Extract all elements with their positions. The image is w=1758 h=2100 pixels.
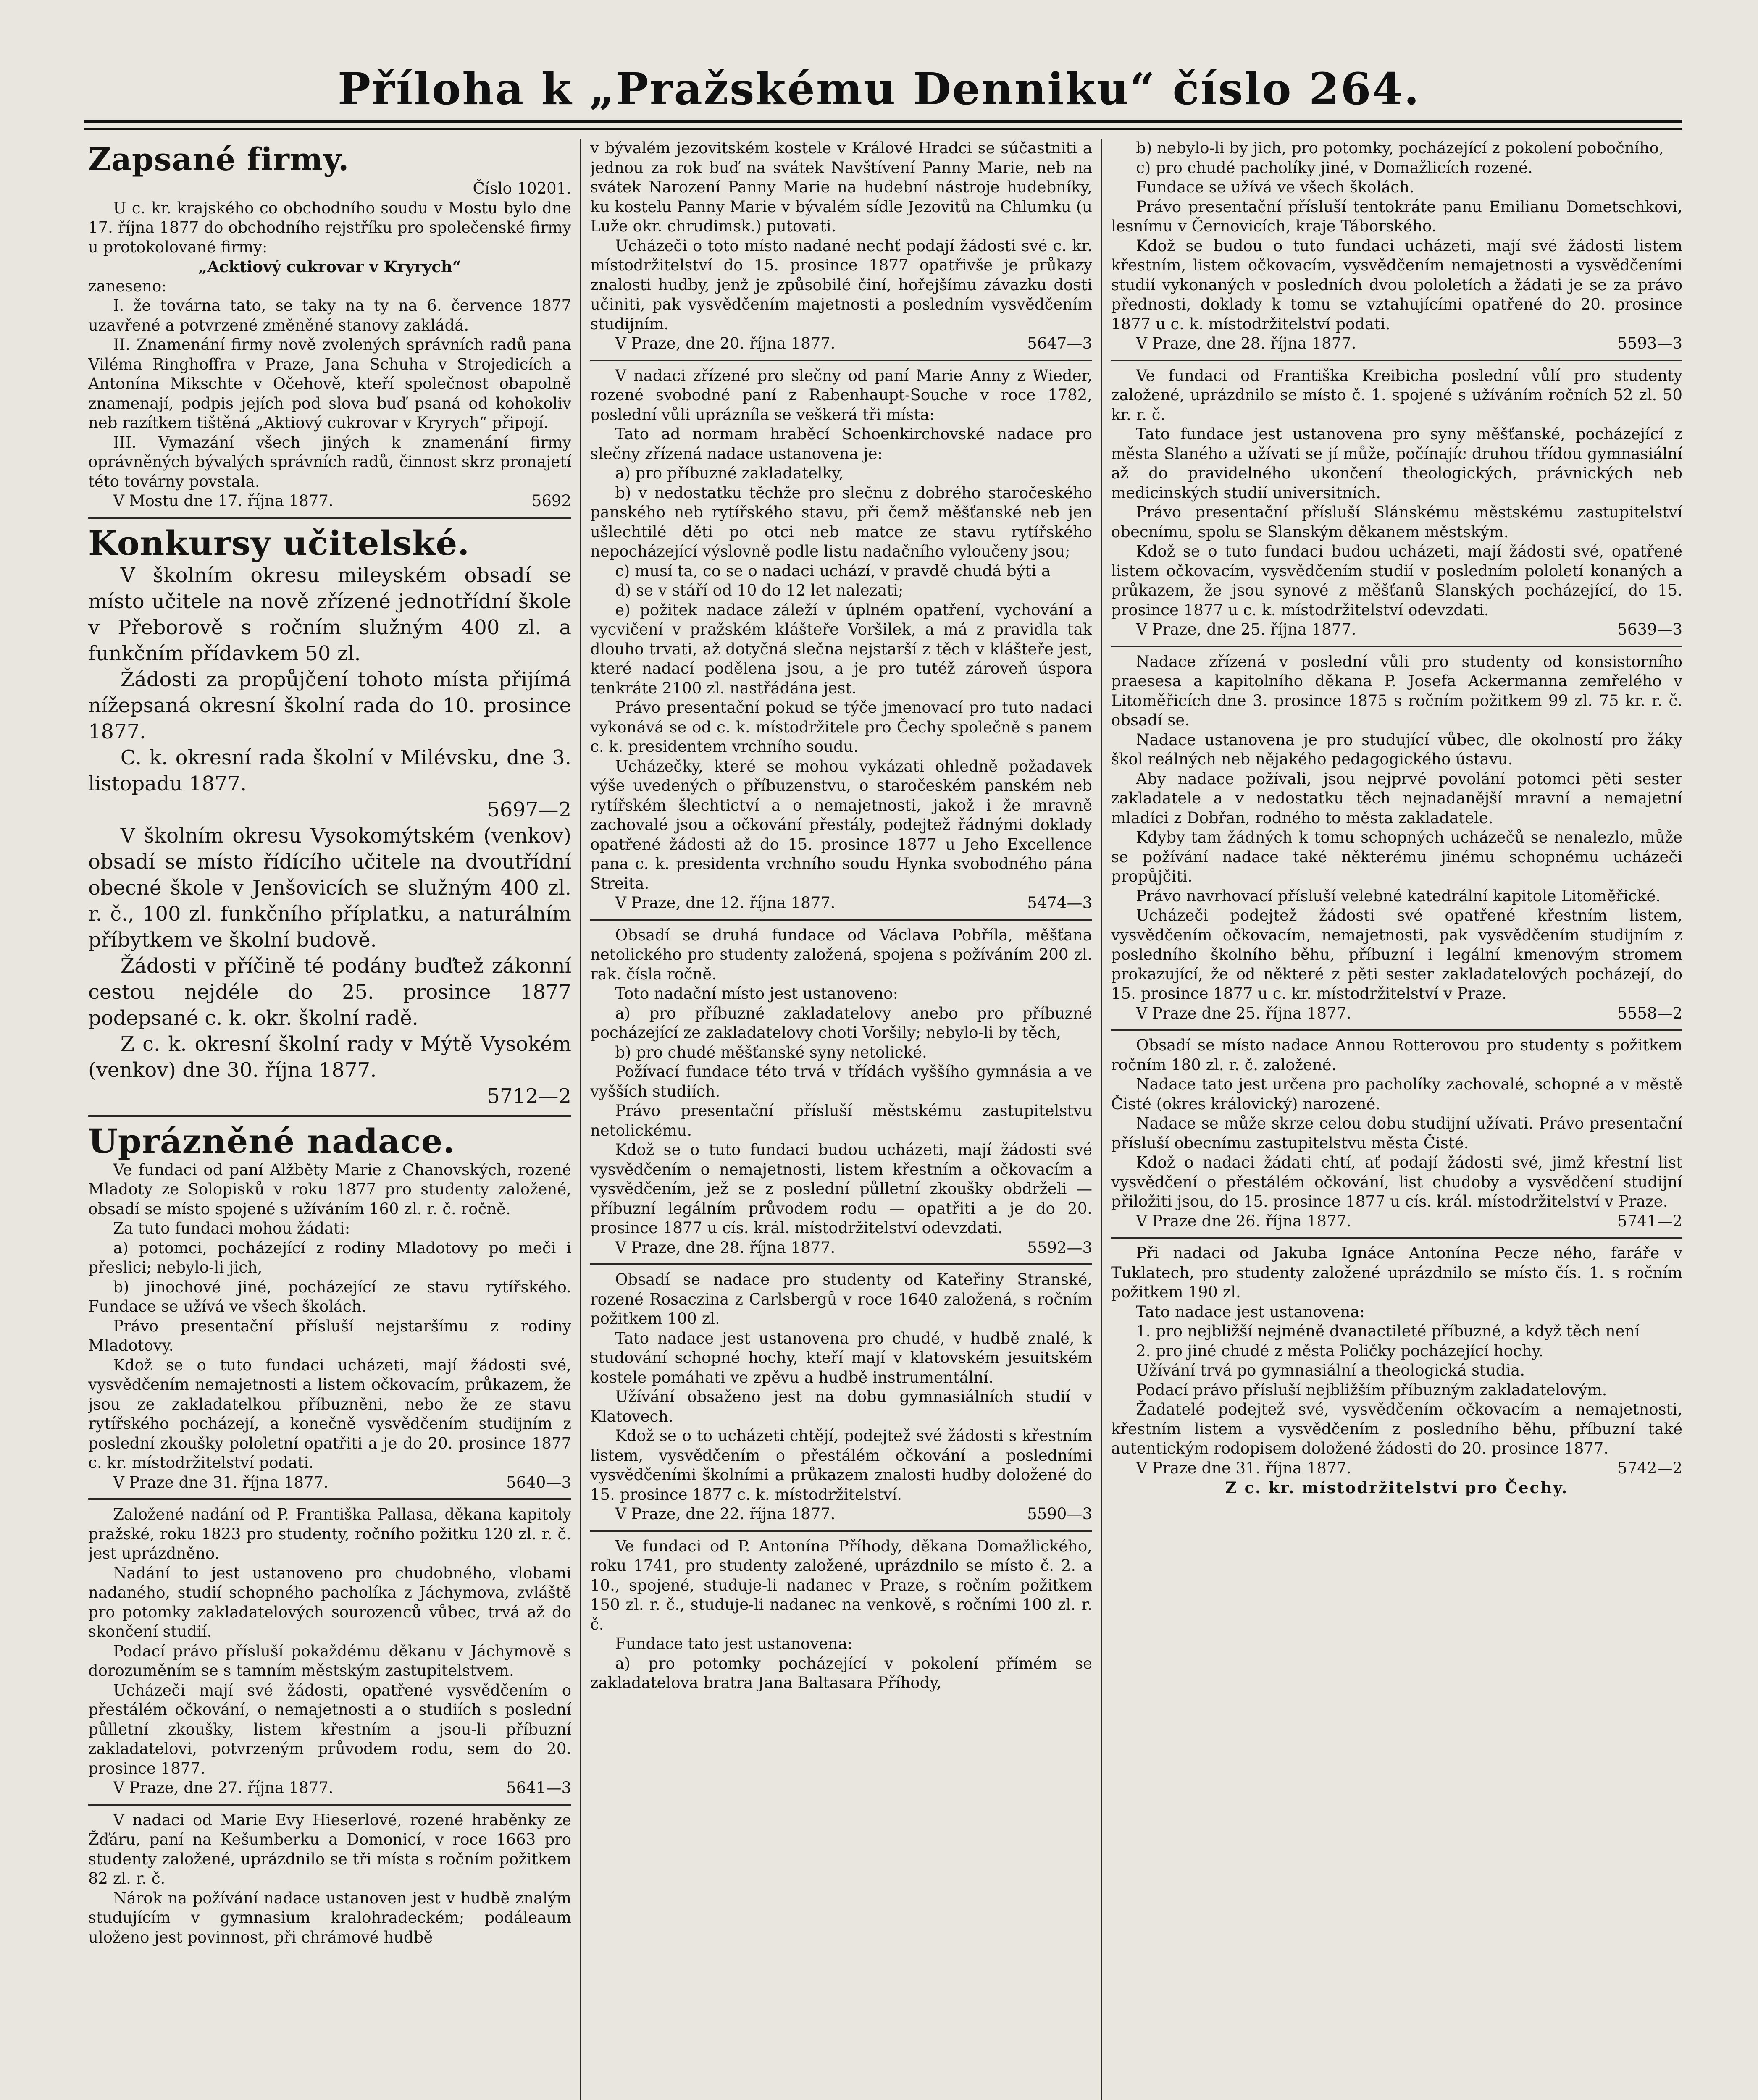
section-heading-registered-firms: Zapsané firmy. (88, 142, 349, 178)
notice-number: 5474—3 (1027, 894, 1092, 912)
paragraph: Žádosti v příčině té podány buďtež zákonní cestou nejdéle do 25. prosince 1877 podepsané c. k. okr. školní radě. (88, 954, 571, 1030)
paragraph: Ucházeči podejtež žádosti své opatřené křestním listem, vysvědčením očkovacím, nemajetnosti, pak vysvědčením studijním z posledního školního běhu, příbuzní i legální kmenovým stromem prokazující, že od některé z pěti sester zakladatelových pocházejí, do 15. prosince 1877 u c. kr. místodržitelství v Praze. (1111, 906, 1682, 1003)
notice-number: 5558—2 (1617, 1004, 1682, 1022)
paragraph: Toto nadační místo jest ustanoveno: (615, 984, 898, 1003)
section-separator (88, 1115, 571, 1117)
closing-authority: Z c. kr. místodržitelství pro Čechy. (1225, 1478, 1569, 1497)
paragraph: Obsadí se nadace pro studenty od Kateřiny Stranské, rozené Rosaczina z Carlsbergů v roce 1640 založená, s ročním požitkem 100 zl. (590, 1270, 1092, 1328)
paragraph: Ucházeči mají své žádosti, opatřené vysvědčením o přestálém očkování, o nemajetnosti a o studiích s poslední půlletní zkoušky, listem křestním a jsou-li příbuzní zakladatelovi, potvrzeným průvodem rodu, sem do 20. prosince 1877. (88, 1681, 571, 1777)
paragraph: Ve fundaci od paní Alžběty Marie z Chanovských, rozené Mladoty ze Solopisků v roku 1877 pro studenty založené, obsadí se místo spojené s užíváním 160 zl. r. č. ročně. (88, 1160, 571, 1218)
notice-separator (1111, 1237, 1682, 1239)
signature-line (1111, 1004, 1682, 1024)
paragraph: d) se v stáří od 10 do 12 let nalezati; (615, 581, 904, 599)
paragraph: Žadatelé podejtež své, vysvědčením očkovacím a nemajetnosti, křestním listem a vysvědčením z posledního běhu, příbuzní také autentickým rodopisem doložené žádosti do 20. prosince 1877. (1111, 1400, 1682, 1457)
paragraph: Právo presentační pokud se týče jmenovací pro tuto nadaci vykonává se od c. k. místodržitele pro Čechy společně s panem c. k. presidentem vrchního soudu. (590, 698, 1092, 756)
masthead-title: Příloha k „Pražskému Denniku“ číslo 264. (337, 63, 1421, 115)
notice-separator (590, 1263, 1092, 1265)
paragraph: V nadaci zřízené pro slečny od paní Marie Anny z Wieder, rozené svobodné paní z Rabenhaupt-Souche v roce 1782, poslední vůli uprázníla se veškerá tři místa: (590, 366, 1092, 424)
paragraph: Tato fundace jest ustanovena pro syny měšťanské, pocházející z města Slaného a užívati se jí může, počínajíc druhou třídou gymnasiální až do pravidelného ukončení theologických, právnických neb medicinských studií universitních. (1111, 425, 1682, 502)
masthead-rule-thick (84, 120, 1682, 123)
notice-number: 5742—2 (1617, 1459, 1682, 1477)
paragraph: Tato nadace jest ustanovena: (1136, 1302, 1365, 1321)
signature-line (590, 893, 1092, 913)
notice-separator (88, 1804, 571, 1806)
signature-place-date: V Praze, dne 28. října 1877. (615, 1238, 836, 1257)
notice-number: 5593—3 (1617, 334, 1682, 352)
signature-place-date: V Praze, dne 27. října 1877. (113, 1779, 334, 1797)
paragraph: Nadace tato jest určena pro pacholíky zachovalé, schopné a v městě Čisté (okres královický) narozené. (1111, 1075, 1682, 1113)
paragraph: Nadání to jest ustanoveno pro chudobného, vlobami nadaného, studií schopného pacholíka z Jáchymova, zvláště pro potomky zakladatelových sourozenců vůbec, trvá až do skončení studií. (88, 1564, 571, 1641)
notice-number: 5712—2 (487, 1084, 571, 1108)
paragraph: Založené nadání od P. Františka Pallasa, děkana kapitoly pražské, roku 1823 pro studenty, ročního požitku 120 zl. r. č. jest uprázdněno. (88, 1505, 571, 1562)
signature-line (88, 491, 571, 511)
paragraph: Podací právo přísluší pokaždému děkanu v Jáchymově s dorozuměním se s tamním městským zastupitelstvem. (88, 1642, 571, 1680)
paragraph: C. k. okresní rada školní v Milévsku, dne 3. listopadu 1877. (88, 746, 571, 795)
paragraph: Kdyby tam žádných k tomu schopných ucházečů se nenalezlo, může se požívání nadace také některému jinému schopnému ucházeči propůjčiti. (1111, 828, 1682, 885)
paragraph: V školním okresu Vysokomýtském (venkov) obsadí se místo řídícího učitele na dvoutřídní obecné škole v Jenšovicích se služným 400 zl. r. č., 100 zl. funkčního příplatku, a naturálním příbytkem ve školní budově. (88, 824, 571, 952)
masthead-rule-thin (84, 128, 1682, 130)
paragraph: Ucházečky, které se mohou vykázati ohledně požadavek výše uvedených o příbuzenstvu, o staročeském panském neb rytířském šlechtictví a o nemajetnosti, jakož i že mravně zachovalé jsou a očkování přestály, podejtež řádnými doklady opatřené žádosti až do 15. prosince 1877 u Jeho Excellence pana c. k. presidenta vrchního soudu Hynka svobodného pána Streita. (590, 757, 1092, 892)
paragraph: Nárok na požívání nadace ustanoven jest v hudbě znalým studujícím v gymnasium kralohradeckém; podáleaum uloženo jest povinnost, při chrámové hudbě (88, 1889, 571, 1946)
paragraph: zaneseno: (88, 277, 167, 295)
notice-separator (590, 919, 1092, 921)
registry-number: Číslo 10201. (473, 179, 571, 197)
signature-place-date: V Praze, dne 12. října 1877. (615, 894, 836, 912)
paragraph: Kdož o nadaci žádati chtí, ať podají žádosti své, jimž křestní list vysvědčení o přestálém očkování, list chudoby a vysvědčení studijní přiložiti jsou, do 15. prosince 1877 u cís. král. místodržitelství v Praze. (1111, 1153, 1682, 1210)
signature-place-date: V Praze, dne 25. října 1877. (1136, 620, 1356, 638)
paragraph: Obsadí se místo nadace Annou Rotterovou pro studenty s požitkem ročním 180 zl. r. č. založené. (1111, 1036, 1682, 1074)
paragraph: b) pro chudé měšťanské syny netolické. (615, 1043, 927, 1061)
paragraph: II. Znamenání firmy nově zvolených správních radů pana Viléma Ringhoffra v Praze, Jana Schuha v Strojedicích a Antonína Mikschte v Očehově, kteří společnost obapolně znamenají, podpis jejích pod slova buď psaná od kohokoliv neb razítkem tištěná „Aktiový cukrovar v Kryrych“ připojí. (88, 336, 571, 432)
paragraph: Kdož se budou o tuto fundaci ucházeti, mají své žádosti listem křestním, listem očkovacím, vysvědčením nemajetnosti a vysvědčeními studií vykonaných v posledních dvou pololetích a žádati je se za právo přednosti, doklady k tomu se vztahujícími opatřené do 20. prosince 1877 u c. k. místodržitelství podati. (1111, 236, 1682, 333)
signature-place-date: V Praze dne 26. října 1877. (1136, 1212, 1351, 1230)
paragraph: v bývalém jezovitském kostele v Králové Hradci se súčastniti a jednou za rok buď na svátek Navštívení Panny Marie, neb na svátek Narození Panny Marie na hudební nástroje hudebníky, ku kostelu Panny Marie v bývalém sídle Jezovitů na Chlumku (u Luže okr. chrudimsk.) putovati. (590, 139, 1092, 235)
paragraph: c) musí ta, co se o nadaci uchází, v pravdě chudá býti a (615, 562, 1051, 580)
signature-line (590, 1504, 1092, 1524)
signature-line (88, 1778, 571, 1798)
paragraph: Podací právo přísluší nejbližším příbuzným zakladatelovým. (1136, 1381, 1607, 1399)
paragraph: b) v nedostatku těchže pro slečnu z dobrého staročeského panského neb rytířského stavu, při čemž měšťanské neb jen ušlechtilé děti po otci neb matce ze stavu rytířského nepocházející výslovně podle listu nadačního vyloučeny jsou; (590, 483, 1092, 560)
paragraph: Tato ad normam hraběcí Schoenkirchovské nadace pro slečny zřízená nadace ustanovena je: (590, 425, 1092, 463)
paragraph: V nadaci od Marie Evy Hieserlové, rozené hraběnky ze Žďáru, paní na Kešumberku a Domonicí, v roce 1663 pro studenty založené, uprázdnilo se tři místa s ročním požitkem 82 zl. r. č. (88, 1811, 571, 1887)
notice-number: 5639—3 (1617, 620, 1682, 638)
paragraph: I. že továrna tato, se taky na ty na 6. července 1877 uzavřené a potvrzené změněné stanovy zakládá. (88, 297, 571, 334)
paragraph: b) nebylo-li by jich, pro potomky, pocházející z pokolení pobočního, (1136, 139, 1664, 157)
section-separator (88, 517, 571, 519)
signature-line (1111, 620, 1682, 640)
paragraph: Nadace se může skrze celou dobu studijní užívati. Právo presentační přísluší obecnímu zastupitelstvu města Čisté. (1111, 1114, 1682, 1152)
notice-separator (88, 1498, 571, 1500)
paragraph: a) potomci, pocházející z rodiny Mladotovy po meči i přeslici; nebylo-li jich, (88, 1239, 571, 1276)
paragraph: Žádosti za propůjčení tohoto místa přijímá nížepsaná okresní školní rada do 10. prosince 1877. (88, 667, 571, 743)
signature-place-date: V Praze dne 31. října 1877. (1136, 1459, 1351, 1477)
column-1 (88, 139, 571, 2100)
paragraph: 2. pro jiné chudé z města Poličky pocházející hochy. (1136, 1341, 1544, 1360)
signature-place-date: V Praze, dne 20. října 1877. (615, 334, 836, 352)
paragraph: Ucházeči o toto místo nadané nechť podají žádosti své c. kr. místodržitelství do 15. prosince 1877 opatřivše je průkazy znalosti hudby, jenž je způsobilé činí, hořejšímu závazku dosti učiniti, pak vysvědčením majetnosti a posledním vysvědčením studijním. (590, 236, 1092, 333)
signature-line (590, 1238, 1092, 1258)
paragraph: Z c. k. okresní školní rady v Mýtě Vysokém (venkov) dne 30. října 1877. (88, 1032, 571, 1082)
paragraph: Nadace ustanovena je pro studující vůbec, dle okolností pro žáky škol reálných neb nějakého pedagogického ústavu. (1111, 730, 1682, 768)
signature-place-date: V Praze, dne 28. října 1877. (1136, 334, 1356, 352)
column-2 (590, 139, 1092, 2100)
notice-number: 5697—2 (487, 798, 571, 822)
paragraph: c) pro chudé pacholíky jiné, v Domažlicích rozené. (1136, 158, 1533, 177)
paragraph: Právo presentační přísluší Slánskému městskému zastupitelství obecnímu, spolu se Slanským děkanem městským. (1111, 503, 1682, 541)
section-heading-vacant-foundations: Uprázněné nadace. (88, 1121, 455, 1161)
notice-separator (1111, 646, 1682, 647)
paragraph: b) jinochové jiné, pocházející ze stavu rytířského. Fundace se užívá ve všech školách. (88, 1278, 571, 1315)
paragraph: U c. kr. krajského co obchodního soudu v Mostu bylo dne 17. října 1877 do obchodního rejstříku pro společenské firmy u protokolované firmy: (88, 199, 571, 256)
paragraph: Právo presentační přísluší nejstaršímu z rodiny Mladotovy. (88, 1317, 571, 1354)
notice-number: 5641—3 (506, 1779, 571, 1797)
signature-line (1111, 1212, 1682, 1231)
paragraph: Požívací fundace této trvá v třídách vyššího gymnásia a ve vyšších studiích. (590, 1063, 1092, 1100)
firm-name: „Acktiový cukrovar v Kryrych“ (198, 257, 462, 276)
notice-separator (590, 360, 1092, 361)
notice-number: 5741—2 (1617, 1212, 1682, 1230)
signature-place-date: V Praze dne 31. října 1877. (113, 1473, 328, 1491)
notice-separator (1111, 360, 1682, 361)
signature-place-date: V Mostu dne 17. října 1877. (113, 492, 334, 510)
paragraph: Při nadaci od Jakuba Ignáce Antonína Pecze ného, faráře v Tuklatech, pro studenty založené uprázdnilo se místo čís. 1. s ročním požitkem 190 zl. (1111, 1244, 1682, 1301)
signature-place-date: V Praze dne 25. října 1877. (1136, 1004, 1351, 1022)
paragraph: a) pro potomky pocházející v pokolení přímém se zakladatelova bratra Jana Baltasara Příhody, (590, 1654, 1092, 1692)
paragraph: Ve fundaci od P. Antonína Příhody, děkana Domažlického, roku 1741, pro studenty založené, uprázdnilo se místo č. 2. a 10., spojené, studuje-li nadanec v Praze, s ročním požitkem 150 zl. r. č., studuje-li nadanec na venkově, s ročními 100 zl. r. č. (590, 1537, 1092, 1633)
paragraph: a) pro příbuzné zakladatelovy anebo pro příbuzné pocházející ze zakladatelovy choti Voršily; nebylo-li by těch, (590, 1004, 1092, 1042)
paragraph: Nadace zřízená v poslední vůli pro studenty od konsistorního praesesa a kapitolního děkana P. Josefa Ackermanna zemřelého v Litoměřicích dne 3. prosince 1875 s ročním požitkem 99 zl. 75 kr. r. č. obsadí se. (1111, 652, 1682, 729)
paragraph: Právo navrhovací přísluší velebné katedrální kapitole Litoměřické. (1136, 887, 1661, 905)
column-divider-2 (1101, 139, 1102, 2100)
signature-line (88, 1473, 571, 1493)
signature-line (1111, 1459, 1682, 1478)
paragraph: 1. pro nejbližší nejméně dvanactileté příbuzné, a když těch není (1136, 1322, 1640, 1340)
paragraph: Kdož se o tuto fundaci ucházeti, mají žádosti své, vysvědčením nemajetnosti a listem očkovacím, průkazem, že jsou ze zakladatelkou příbuzněni, nebo že ze stavu rytířského pocházejí, a konečně vysvědčením studijním z poslední zkoušky pololetní opatřiti a je do 20. prosince 1877 c. kr. místodržitelství podati. (88, 1356, 571, 1472)
notice-number: 5647—3 (1027, 334, 1092, 352)
paragraph: V školním okresu mileyském obsadí se místo učitele na nově zřízené jednotřídní škole v Přeborově s ročním služným 400 zl. a funkčním přídavkem 50 zl. (88, 563, 571, 665)
notice-separator (1111, 1029, 1682, 1031)
column-3 (1111, 139, 1682, 2100)
notice-number: 5640—3 (506, 1473, 571, 1491)
paragraph: Kdož se o to ucházeti chtějí, podejtež své žádosti s křestním listem, vysvědčením o přestálém očkování a posledními vysvědčeními školními a průkazem znalosti hudby doložené do 15. prosince 1877 c. k. místodržitelství. (590, 1427, 1092, 1504)
notice-number: 5592—3 (1027, 1238, 1092, 1257)
notice-separator (590, 1530, 1092, 1532)
signature-line (590, 334, 1092, 354)
notice-number: 5590—3 (1027, 1505, 1092, 1523)
paragraph: Obsadí se druhá fundace od Václava Pobříla, měšťana netolického pro studenty založená, spojena s požíváním 200 zl. rak. čísla ročně. (590, 926, 1092, 983)
paragraph: Užívání trvá po gymnasiální a theologická studia. (1136, 1361, 1525, 1379)
column-divider-1 (580, 139, 581, 2100)
signature-line (1111, 334, 1682, 354)
paragraph: e) požitek nadace záleží v úplném opatření, vychování a vycvičení v pražském klášteře Voršilek, a má z pravidla tak dlouho trvati, až dotyčná slečna nejstarší z těch v klášteře jest, které nadací podělena jsou, a je pro tutéž zároveň úspora tenkráte 2100 zl. nastřádána jest. (590, 601, 1092, 697)
paragraph: Fundace tato jest ustanovena: (615, 1635, 853, 1653)
paragraph: Aby nadace požívali, jsou nejprvé povolání potomci pěti sester zakladatele a v nedostatku těch nejnadanější mravní a nemajetní mladíci z Dobřan, rodného to města zakladatele. (1111, 769, 1682, 827)
paragraph: a) pro příbuzné zakladatelky, (615, 464, 844, 482)
paragraph: Kdož se o tuto fundaci budou ucházeti, mají žádosti své vysvědčením o nemajetnosti, listem křestním a očkovacím a vysvědčením, jež se z poslední půlletní zkoušky obdrželi — příbuzní legálním průvodem rodu — opatřiti a je do 20. prosince 1877 u cís. král. místodržitelství odevzdati. (590, 1141, 1092, 1237)
signature-place-date: V Praze, dne 22. října 1877. (615, 1505, 836, 1523)
paragraph: Tato nadace jest ustanovena pro chudé, v hudbě znalé, k studování schopné hochy, kteří mají v klatovském jesuitském kostele pomáhati ve zpěvu a hudbě instrumentální. (590, 1329, 1092, 1386)
paragraph: Právo presentační přísluší tentokráte panu Emilianu Dometschkovi, lesnímu v Černovicích, kraje Táborského. (1111, 197, 1682, 235)
paragraph: Kdož se o tuto fundaci budou ucházeti, mají žádosti své, opatřené listem očkovacím, vysvědčením studií v posledním pololetí konaných a průkazem, že jsou synové z měšťanů Slanských pocházející, do 15. prosince 1877 u c. k. místodržitelství odevzdati. (1111, 542, 1682, 619)
notice-number: 5692 (531, 492, 571, 510)
paragraph: Právo presentační přísluší městskému zastupitelstvu netolickému. (590, 1102, 1092, 1139)
paragraph: Fundace se užívá ve všech školách. (1136, 178, 1414, 196)
section-heading-teacher-vacancies: Konkursy učitelské. (88, 523, 470, 563)
paragraph: Užívání obsaženo jest na dobu gymnasiálních studií v Klatovech. (590, 1388, 1092, 1425)
paragraph: III. Vymazání všech jiných k znamenání firmy oprávněných bývalých správních radů, činnost skrz pronajetí této továrny povstala. (88, 433, 571, 491)
paragraph: Ve fundaci od Františka Kreibicha poslední vůlí pro studenty založené, uprázdnilo se místo č. 1. spojené s užíváním ročních 52 zl. 50 kr. r. č. (1111, 366, 1682, 424)
paragraph: Za tuto fundaci mohou žádati: (113, 1219, 350, 1237)
